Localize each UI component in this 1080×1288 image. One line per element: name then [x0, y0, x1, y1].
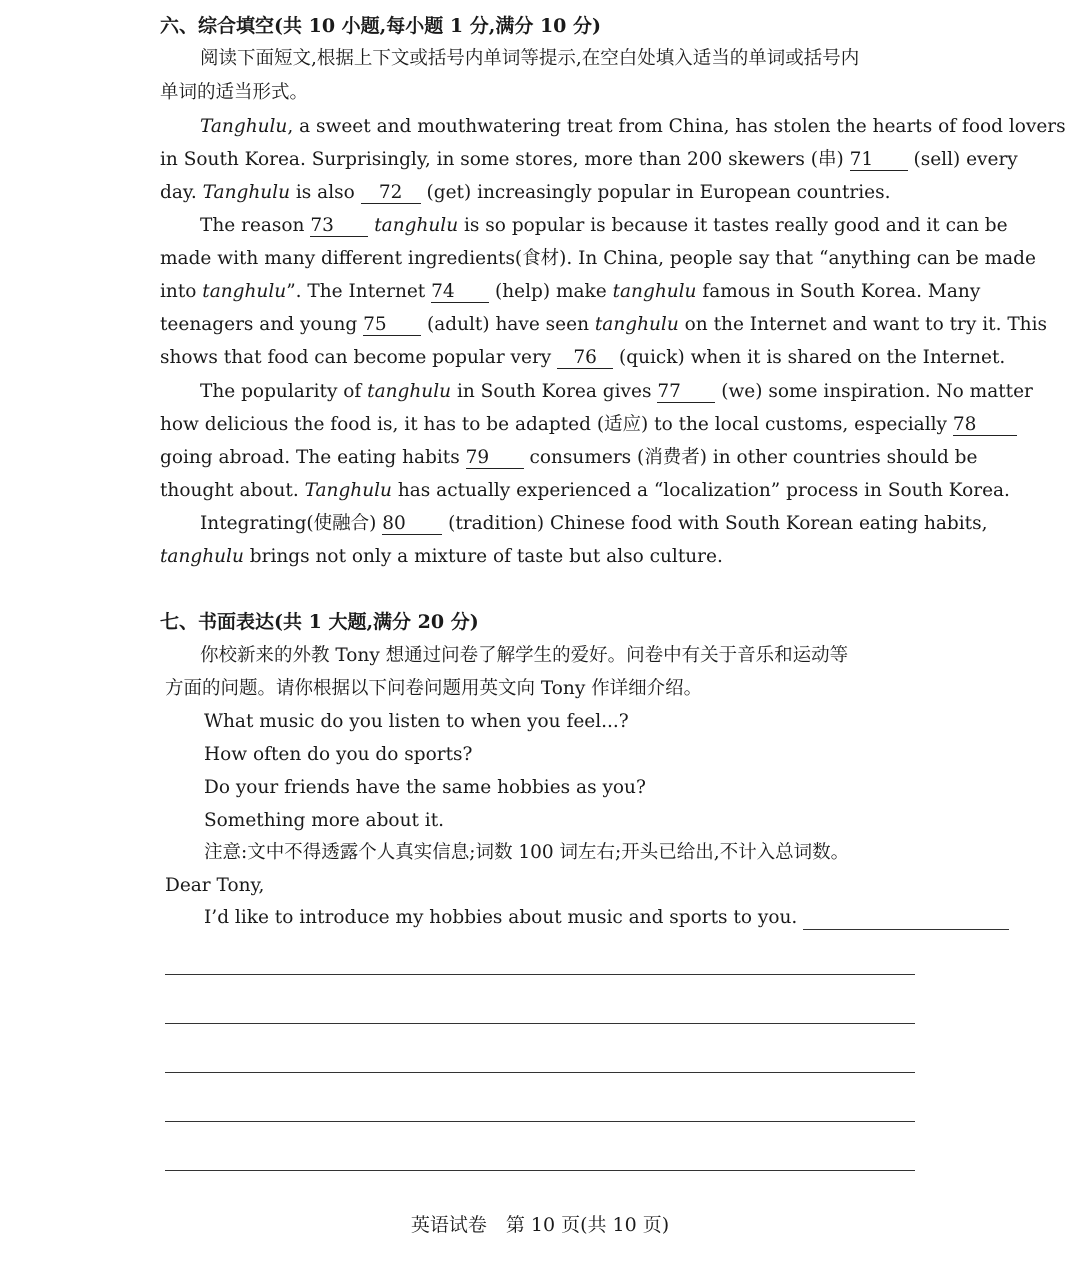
opening-sentence: I’d like to introduce my hobbies about music and sports to you.: [204, 906, 920, 930]
p2-line3: into tanghulu”. The Internet 74 (help) make tanghulu famous in South Korea. Many: [160, 281, 981, 302]
p4-line1: Integrating(使融合) 80 (tradition) Chinese food with South Korean eating habits,: [200, 513, 988, 534]
question-4: Something more about it.: [204, 810, 445, 831]
p2-line5: shows that food can become popular very 76 (quick) when it is shared on the Internet.: [160, 347, 1006, 368]
p3-line3: going abroad. The eating habits 79 consumers (消费者) in other countries should be: [160, 447, 978, 468]
p2-line4: teenagers and young 75 (adult) have seen tanghulu on the Internet and want to try it. This: [160, 314, 1047, 335]
blank-74[interactable]: 74: [431, 282, 489, 303]
question-3: Do your friends have the same hobbies as you?: [204, 777, 646, 798]
question-1: What music do you listen to when you feel...?: [204, 711, 629, 732]
section7-instruction: 你校新来的外教 Tony 想通过问卷了解学生的爱好。问卷中有关于音乐和运动等: [200, 645, 849, 666]
question-2: How often do you do sports?: [204, 744, 473, 765]
p4-line2: tanghulu brings not only a mixture of taste but also culture.: [160, 546, 723, 567]
blank-76[interactable]: 76: [557, 348, 613, 369]
blank-75[interactable]: 75: [363, 315, 421, 336]
p1-line2: in South Korea. Surprisingly, in some stores, more than 200 skewers (串) 71 (sell) every: [160, 149, 1018, 170]
writing-line-3[interactable]: [165, 1072, 915, 1073]
section7-instruction-cont: 方面的问题。请你根据以下问卷问题用英文向 Tony 作详细介绍。: [165, 678, 703, 699]
writing-line-2[interactable]: [165, 1023, 915, 1024]
p2-line1: The reason 73 tanghulu is so popular is because it tastes really good and it can be: [200, 215, 1008, 236]
blank-77[interactable]: 77: [657, 382, 715, 403]
p1-line1: Tanghulu, a sweet and mouthwatering treat from China, has stolen the hearts of food lovers: [200, 116, 1066, 137]
writing-line-0[interactable]: [803, 911, 1009, 930]
writing-line-4[interactable]: [165, 1121, 915, 1122]
blank-80[interactable]: 80: [382, 514, 442, 535]
p3-line4: thought about. Tanghulu has actually experienced a “localization” process in South Korea.: [160, 480, 1010, 501]
page-footer: 英语试卷 第 10 页(共 10 页): [410, 1214, 670, 1236]
section6-instruction: 阅读下面短文,根据上下文或括号内单词等提示,在空白处填入适当的单词或括号内: [200, 48, 860, 69]
section7-heading: 七、书面表达(共 1 大题,满分 20 分): [160, 611, 479, 633]
blank-72[interactable]: 72: [361, 183, 421, 204]
p3-line2: how delicious the food is, it has to be adapted (适应) to the local customs, especially 78: [160, 413, 920, 437]
section6-heading: 六、综合填空(共 10 小题,每小题 1 分,满分 10 分): [160, 15, 601, 37]
blank-73[interactable]: 73: [310, 216, 368, 237]
writing-note: 注意:文中不得透露个人真实信息;词数 100 词左右;开头已给出,不计入总词数。: [204, 842, 850, 863]
writing-line-1[interactable]: [165, 974, 915, 975]
writing-line-5[interactable]: [165, 1170, 915, 1171]
p2-line2: made with many different ingredients(食材). In China, people say that “anything can be made: [160, 248, 1036, 269]
p3-line1: The popularity of tanghulu in South Korea gives 77 (we) some inspiration. No matter: [200, 381, 1033, 402]
blank-79[interactable]: 79: [466, 448, 524, 469]
blank-71[interactable]: 71: [850, 150, 908, 171]
p1-line3: day. Tanghulu is also 72 (get) increasingly popular in European countries.: [160, 182, 891, 203]
blank-78[interactable]: 78: [953, 415, 1017, 436]
section6-instruction-cont: 单词的适当形式。: [160, 82, 309, 103]
salutation: Dear Tony,: [165, 875, 265, 896]
